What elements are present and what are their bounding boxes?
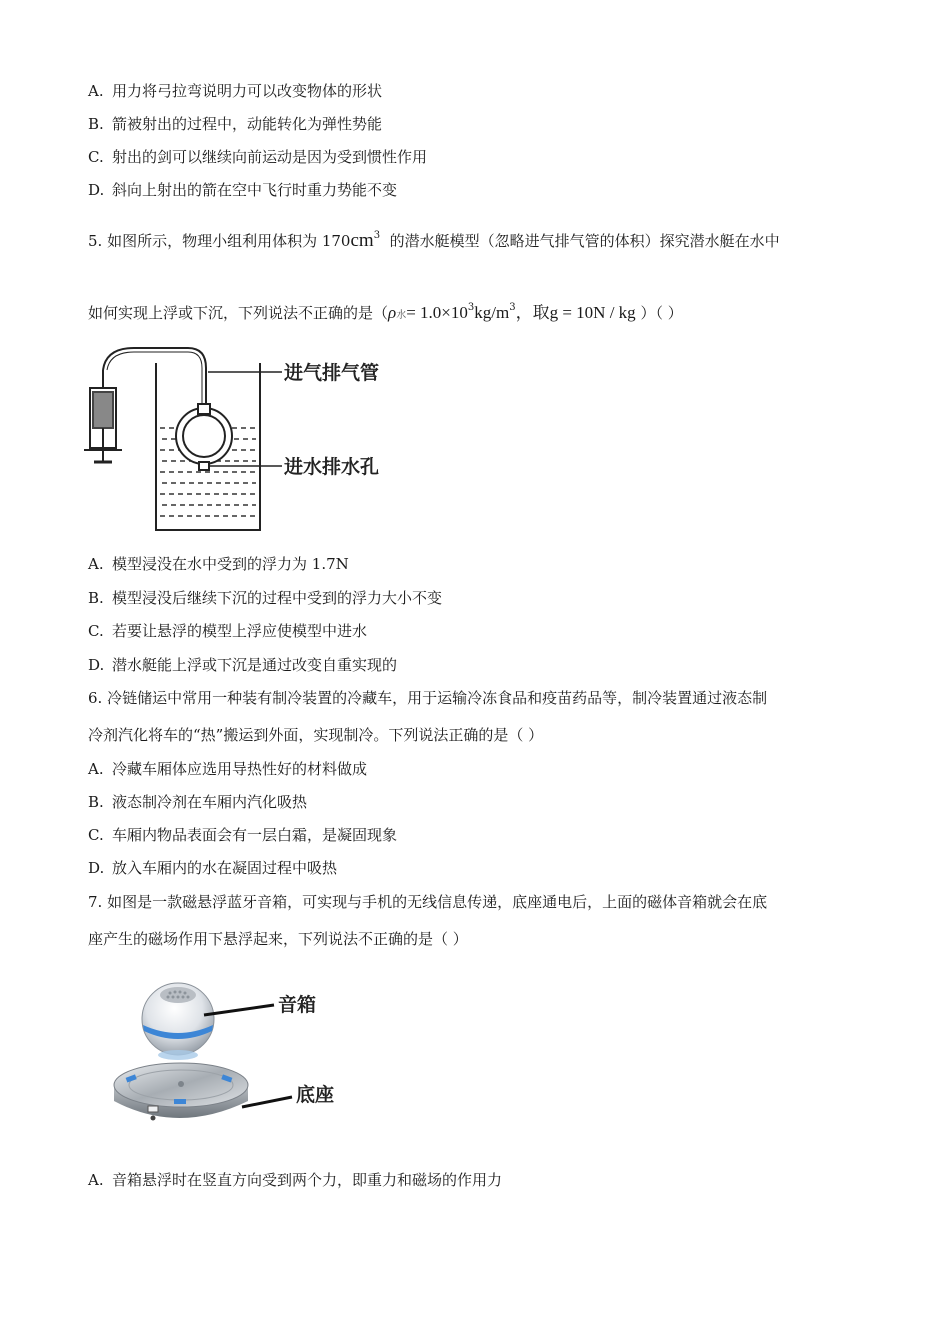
syringe-icon [84,370,122,462]
q6-stem-line2: 冷剂汽化将车的“热”搬运到外面，实现制冷。下列说法正确的是（ ） [88,726,544,744]
q5-formula-rho: ρ [388,303,397,322]
tube-label: 进气排气管 [284,362,380,384]
option-text: 潜水艇能上浮或下沉是通过改变自重实现的 [112,656,398,674]
option-label: C. [88,622,104,640]
option-text: 液态制冷剂在车厢内汽化吸热 [112,793,308,811]
base-label: 底座 [296,1084,335,1106]
q5-stem-line2 [88,298,683,326]
q5-volume-exp: 3 [373,230,381,241]
option-text: 用力将弓拉弯说明力可以改变物体的形状 [112,82,383,100]
option-label: B. [88,793,104,811]
q5-option-b [88,588,442,608]
speaker-ball [142,983,214,1060]
q6-stem-line1: 6. 冷链储运中常用一种装有制冷装置的冷藏车，用于运输冷冻食品和疫苗药品等，制冷装置通过液态制 [88,689,768,707]
option-text: 冷藏车厢体应选用导热性好的材料做成 [112,760,368,778]
option-label: C. [88,148,104,166]
q5-option-c [88,621,367,641]
option-text: 车厢内物品表面会有一层白霜，是凝固现象 [112,826,398,844]
option-text: 模型浸没后继续下沉的过程中受到的浮力大小不变 [112,589,443,607]
option-text: 放入车厢内的水在凝固过程中吸热 [112,859,338,877]
option-label: C. [88,826,104,844]
option-label: D. [88,181,105,199]
hole-label: 进水排水孔 [284,456,380,478]
submarine-model [176,404,232,470]
option-label: A. [88,82,104,100]
option-text: 射出的剑可以继续向前运动是因为受到惯性作用 [112,148,428,166]
speaker-label: 音箱 [278,994,317,1016]
q5-formula-sub: 水 [396,310,407,321]
q4-option-c [88,147,427,167]
q6-option-c [88,825,397,845]
q5-formula-unit-exp: 3 [509,302,516,313]
q5-stem-suffix2: ）（ ） [640,304,683,322]
q7-stem-line1: 7. 如图是一款磁悬浮蓝牙音箱，可实现与手机的无线信息传递，底座通电后，上面的磁体音箱就会在底 [88,893,768,911]
q7-option-a [88,1170,502,1190]
q5-stem-suffix: 的潜水艇模型（忽略进气排气管的体积）探究潜水艇在水中 [389,232,780,250]
maglev-speaker-figure [104,975,364,1145]
speaker-base [114,1063,248,1121]
q4-option-b [88,114,382,134]
option-text: 箭被射出的过程中，动能转化为弹性势能 [112,115,383,133]
q5-stem-prefix: 5. 如图所示，物理小组利用体积为 170 [88,232,351,250]
q6-option-a [88,759,367,779]
option-text: 斜向上射出的箭在空中飞行时重力势能不变 [112,181,398,199]
option-label: A. [88,555,104,573]
q5-option-d [88,655,397,675]
q5-formula-unit: kg/m [474,303,510,322]
option-label: B. [88,589,104,607]
option-label: A. [88,1171,104,1189]
option-text: 若要让悬浮的模型上浮应使模型中进水 [112,622,368,640]
q5-option-a [88,554,349,574]
q5-formula-exp: 3 [467,302,475,313]
air-tube [103,348,206,404]
q7-stem-line2: 座产生的磁场作用下悬浮起来，下列说法不正确的是（ ） [88,930,468,948]
option-label: A. [88,760,104,778]
option-label: D. [88,859,105,877]
q5-formula-g: ，取g = 10N / kg [515,303,636,322]
q5-formula-value: = 1.0×10 [406,303,468,322]
q6-option-d [88,858,337,878]
option-text: 模型浸没在水中受到的浮力为 1.7N [112,555,349,573]
q6-option-b [88,792,307,812]
q5-volume-unit: cm [350,230,374,251]
q4-option-a [88,81,382,101]
submarine-figure [84,338,414,538]
q4-option-d [88,180,397,200]
q5-stem-prefix2: 如何实现上浮或下沉，下列说法不正确的是（ [88,304,389,322]
option-label: D. [88,656,105,674]
q5-stem-line1 [88,226,780,251]
option-label: B. [88,115,104,133]
option-text: 音箱悬浮时在竖直方向受到两个力，即重力和磁场的作用力 [112,1171,503,1189]
